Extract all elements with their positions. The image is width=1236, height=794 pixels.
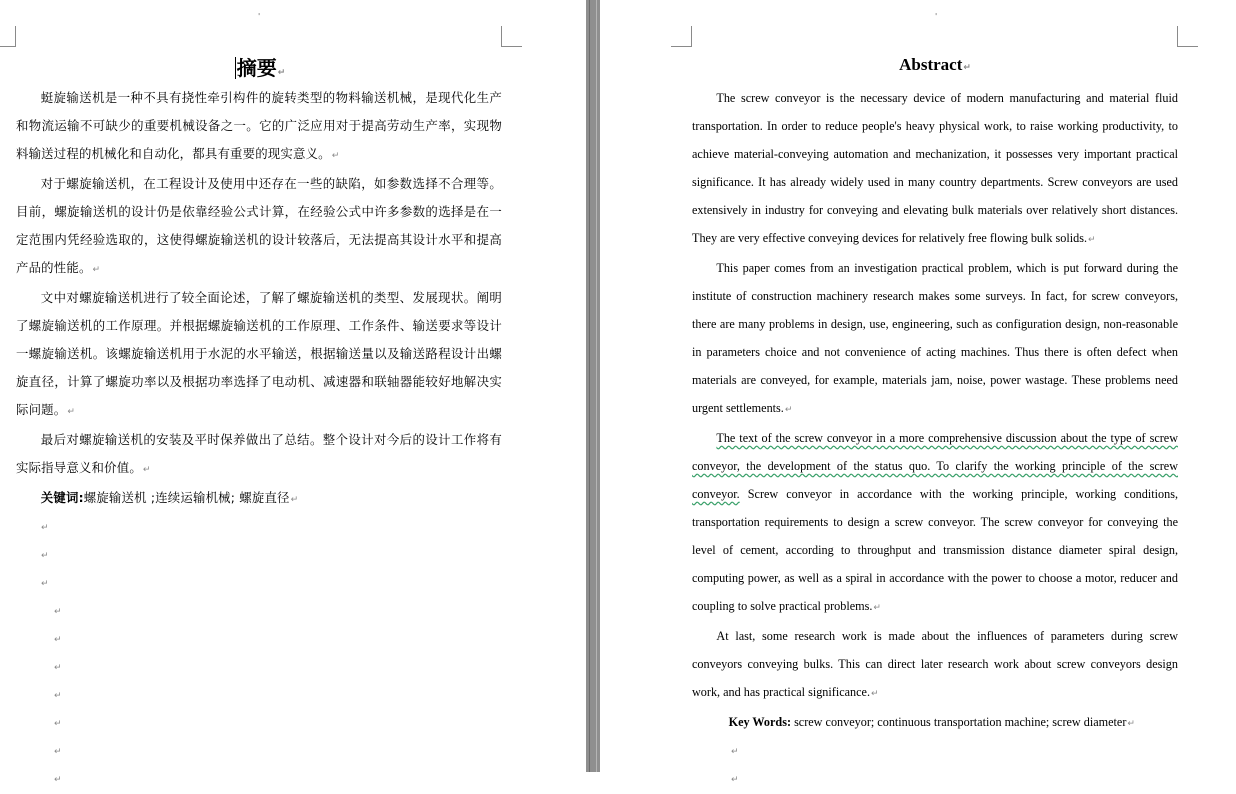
paragraph[interactable]: 对于螺旋输送机，在工程设计及使用中还存在一些的缺陷，如参数选择不合理等。目前，螺旋输送机的设计仍是依靠经验公式计算，在经验公式中许多参数的选择是在一定范围内凭经验选取的，这使得螺旋输送机的设计较落后，无法提高其设计水平和提高产品的性能。↵ (16, 176, 502, 275)
paragraph[interactable]: The text of the screw conveyor in a more comprehensive discussion about the type of screw conveyor, the development of the status quo. To clarify the working principle of the screw conveyor. Screw conveyor in accordance with the working principle, working conditions, transportation requirements to design a screw conveyor. The screw conveyor for conveying the level of cement, according to throughput and transmission distance diameter spiral design, computing power, as well as a spiral in accordance with the power to choose a motor, reducer and coupling to solve practical problems.↵ (692, 431, 1178, 613)
page-title-en[interactable]: Abstract↵ (899, 55, 971, 74)
crop-mark-top-left (0, 26, 16, 47)
paragraph-mark: ↵ (331, 151, 340, 161)
empty-line[interactable] (16, 738, 502, 766)
paragraph[interactable]: This paper comes from an investigation practical problem, which is put forward during the institute of construction machinery research makes some surveys. In fact, for screw conveyors, there are many problems in design, use, engineering, such as configuration design, non-reasonable in parameters choice and not convenience of acting machines. Thus there is often defect when materials are conveyed, for example, materials jam, noise, power wastage. These problems need urgent settlements.↵ (692, 261, 1178, 415)
paragraph-mark: ↵ (41, 551, 49, 561)
crop-mark-top-left (671, 26, 692, 47)
keywords-line-cn[interactable] (16, 484, 502, 514)
paragraph-mark: ↵ (963, 63, 971, 73)
paragraph-mark: ↵ (290, 495, 299, 505)
paragraph-mark: ↵ (54, 607, 62, 617)
keywords-text: screw conveyor; continuous transportation machine; screw diameter (791, 715, 1127, 729)
paragraph-mark: ↵ (54, 775, 62, 785)
abstract-body-cn[interactable] (16, 84, 502, 794)
paragraph-mark: ↵ (873, 603, 881, 613)
paragraph-mark: ↵ (731, 747, 739, 757)
paragraph-mark: ↵ (277, 68, 286, 78)
empty-line[interactable] (16, 654, 502, 682)
paragraph-mark: ↵ (784, 405, 793, 415)
grammar-underlined-text[interactable]: The text of the screw conveyor in a more comprehensive discussion about the type of screw conveyor, the development of the status quo. To clarify the working principle of the screw conveyor. (692, 431, 1178, 501)
paragraph[interactable]: 蜓旋输送机是一种不具有挠性牵引构件的旋转类型的物料输送机械，是现代化生产和物流运输不可缺少的重要机械设备之一。它的广泛应用对于提高劳动生产率，实现物料输送过程的机械化和自动化，都具有重要的现实意义。↵ (16, 90, 502, 161)
empty-line[interactable] (16, 710, 502, 738)
empty-line[interactable] (16, 766, 502, 794)
keywords-line-en[interactable] (692, 708, 1178, 738)
keywords-label: 关键词: (40, 490, 84, 505)
paragraph-mark: ↵ (41, 579, 49, 589)
crop-mark-top-right (1177, 26, 1198, 47)
paragraph-mark: ↵ (54, 663, 62, 673)
text-cursor (235, 57, 236, 79)
paragraph-mark: ↵ (41, 523, 49, 533)
right-page[interactable] (600, 0, 1236, 785)
abstract-body-en[interactable] (692, 84, 1178, 794)
paragraph[interactable]: The screw conveyor is the necessary device of modern manufacturing and material fluid transportation. In order to reduce people's heavy physical work, to raise working productivity, to achieve material-conveying automation and mechanization, it possesses very important practical significance. It has already widely used in many country departments. Screw conveyors are used extensively in industry for conveying and elevating bulk materials over relatively short distances. They are very effective conveying devices for relatively free flowing bulk solids.↵ (692, 91, 1178, 245)
paragraph[interactable]: 文中对螺旋输送机进行了较全面论述，了解了螺旋输送机的类型、发展现状。阐明了螺旋输送机的工作原理。并根据螺旋输送机的工作原理、工作条件、输送要求等设计一螺旋输送机。该螺旋输送机用于水泥的水平输送，根据输送量以及输送路程设计出螺旋直径，计算了螺旋功率以及根据功率选择了电动机、减速器和联轴器能较好地解决实际问题。↵ (16, 290, 502, 417)
crop-mark-top-right (501, 26, 522, 47)
keywords-label: Key Words: (728, 715, 792, 729)
empty-line[interactable] (692, 766, 1178, 794)
paragraph[interactable]: 最后对螺旋输送机的安装及平时保养做出了总结。整个设计对今后的设计工作将有实际指导意义和价值。↵ (16, 432, 502, 475)
header-mark: ' (258, 12, 261, 21)
empty-line[interactable] (16, 682, 502, 710)
paragraph-mark: ↵ (54, 719, 62, 729)
keywords-text: 螺旋输送机 ;连续运输机械; 螺旋直径 (83, 490, 290, 505)
paragraph-mark: ↵ (54, 747, 62, 757)
paragraph-mark: ↵ (67, 407, 76, 417)
paragraph-mark: ↵ (731, 775, 739, 785)
page-gutter (586, 0, 600, 772)
paragraph-mark: ↵ (54, 635, 62, 645)
empty-line[interactable] (16, 598, 502, 626)
paragraph[interactable]: At last, some research work is made about the influences of parameters during screw conveyors conveying bulks. This can direct later research work about screw conveyors design work, and has practical significance.↵ (692, 629, 1178, 699)
empty-line[interactable] (16, 542, 502, 570)
empty-line[interactable] (692, 738, 1178, 766)
empty-line[interactable] (16, 514, 502, 542)
empty-line[interactable] (16, 570, 502, 598)
paragraph-mark: ↵ (871, 689, 879, 699)
paragraph-mark: ↵ (54, 691, 62, 701)
empty-line[interactable] (16, 626, 502, 654)
page-title-cn[interactable]: 摘要↵ (236, 56, 286, 80)
paragraph-mark: ↵ (92, 265, 101, 275)
paragraph-mark: ↵ (1127, 719, 1135, 729)
paragraph-mark: ↵ (142, 465, 151, 475)
paragraph-mark: ↵ (1088, 235, 1096, 245)
left-page[interactable] (0, 0, 586, 785)
header-mark: ' (935, 12, 938, 21)
